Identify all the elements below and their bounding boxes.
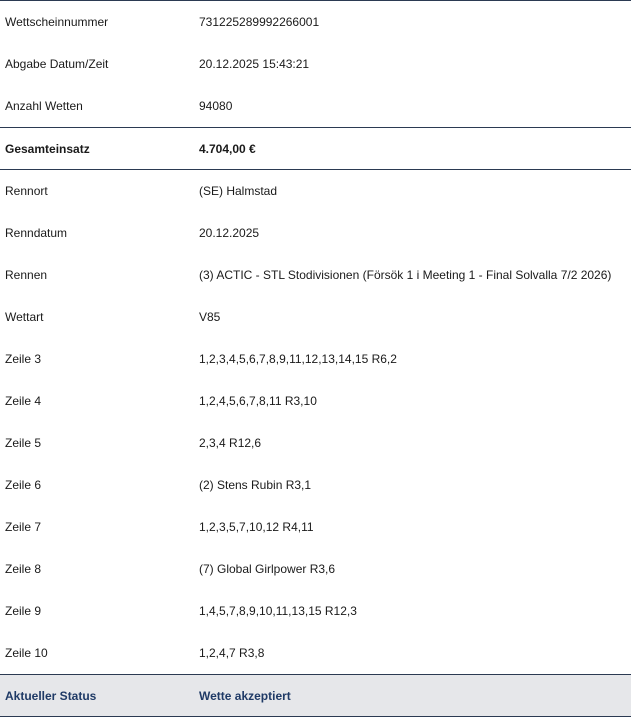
current-status-row <box>0 674 631 717</box>
bet-count-row <box>0 85 631 127</box>
total-stake-value: 4.704,00 € <box>199 141 256 156</box>
line-7-label: Zeile 7 <box>5 520 42 534</box>
ticket-number-value: 731225289992266001 <box>199 15 320 29</box>
race-label: Rennen <box>5 268 48 282</box>
line-7-value: 1,2,3,5,7,10,12 R4,11 <box>199 520 314 534</box>
line-9-label: Zeile 9 <box>5 604 42 618</box>
line-4-row <box>0 380 631 422</box>
total-stake-row <box>0 127 631 170</box>
bet-type-value: V85 <box>199 310 221 324</box>
line-10-value: 1,2,4,7 R3,8 <box>199 646 265 660</box>
line-4-label: Zeile 4 <box>5 394 42 408</box>
race-date-value: 20.12.2025 <box>199 226 260 240</box>
line-6-value: (2) Stens Rubin R3,1 <box>199 478 312 492</box>
line-9-value: 1,4,5,7,8,9,10,11,13,15 R12,3 <box>199 604 357 618</box>
current-status-label: Aktueller Status <box>5 688 97 703</box>
line-3-value: 1,2,3,4,5,6,7,8,9,11,12,13,14,15 R6,2 <box>199 352 397 366</box>
ticket-number-label: Wettscheinnummer <box>5 15 109 29</box>
submission-datetime-value: 20.12.2025 15:43:21 <box>199 57 310 71</box>
line-10-row <box>0 632 631 674</box>
line-3-label: Zeile 3 <box>5 352 42 366</box>
line-5-label: Zeile 5 <box>5 436 42 450</box>
ticket-number-row <box>0 1 631 43</box>
line-6-row <box>0 464 631 506</box>
race-venue-label: Rennort <box>5 184 48 198</box>
current-status-value: Wette akzeptiert <box>199 688 291 703</box>
bet-type-label: Wettart <box>5 310 44 324</box>
line-5-value: 2,3,4 R12,6 <box>199 436 262 450</box>
line-8-label: Zeile 8 <box>5 562 42 576</box>
bet-count-value: 94080 <box>199 99 233 113</box>
race-date-row <box>0 212 631 254</box>
line-8-value: (7) Global Girlpower R3,6 <box>199 562 336 576</box>
race-venue-value: (SE) Halmstad <box>199 184 278 198</box>
line-4-value: 1,2,4,5,6,7,8,11 R3,10 <box>199 394 317 408</box>
race-value: (3) ACTIC - STL Stodivisionen (Försök 1 i Meeting 1 - Final Solvalla 7/2 2026) <box>199 268 612 282</box>
submission-datetime-label: Abgabe Datum/Zeit <box>5 57 109 71</box>
submission-datetime-row <box>0 43 631 85</box>
line-5-row <box>0 422 631 464</box>
bet-count-label: Anzahl Wetten <box>5 99 83 113</box>
total-stake-label: Gesamteinsatz <box>5 141 90 156</box>
race-row <box>0 254 631 296</box>
line-9-row <box>0 590 631 632</box>
line-8-row <box>0 548 631 590</box>
race-date-label: Renndatum <box>5 226 68 240</box>
line-7-row <box>0 506 631 548</box>
line-3-row <box>0 338 631 380</box>
race-venue-row <box>0 170 631 212</box>
bet-type-row <box>0 296 631 338</box>
line-6-label: Zeile 6 <box>5 478 42 492</box>
line-10-label: Zeile 10 <box>5 646 48 660</box>
